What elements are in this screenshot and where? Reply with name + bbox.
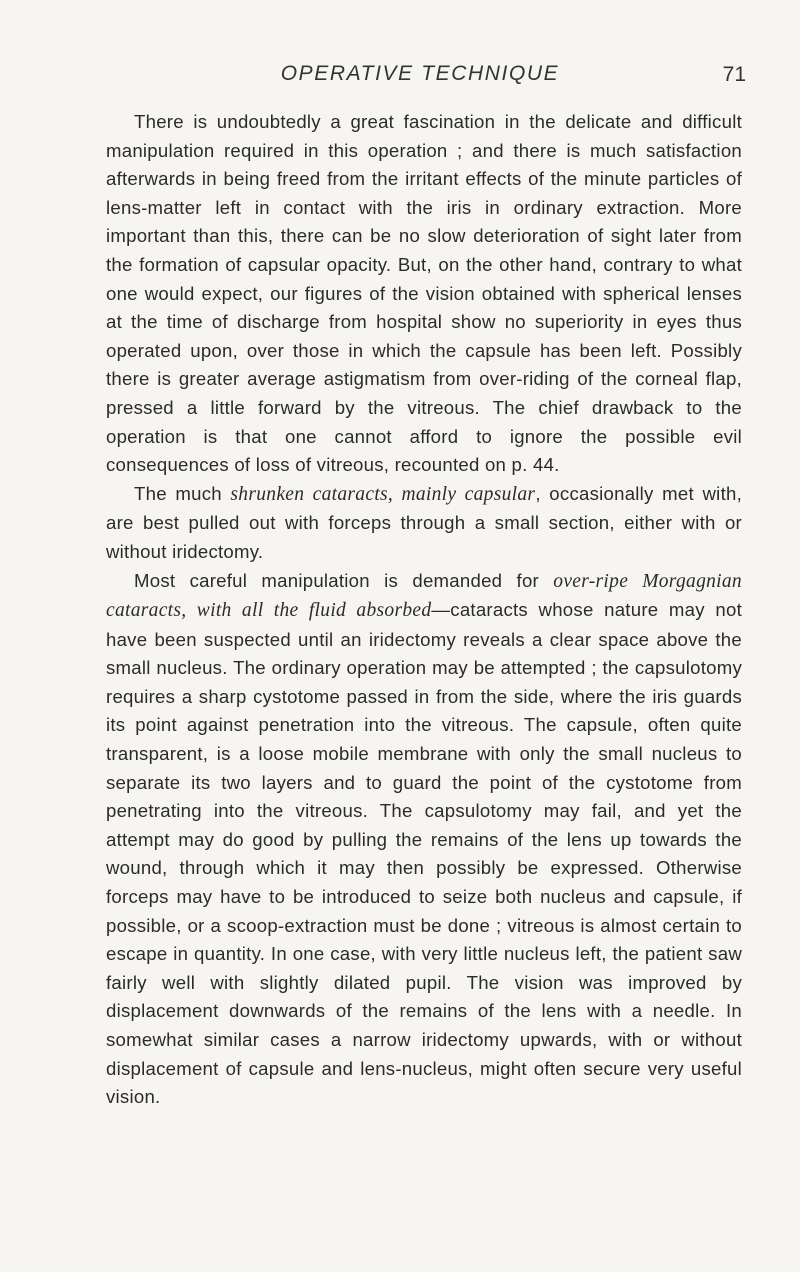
- paragraph-text: —cataracts whose nature may not have been suspected until an iridectomy reveals a clear space above the small nucleus. The ordinary operation may be attempted ; the capsulotomy requires a sharp cystotome passed in from the side, where the iris guards its point against penetration into the vitreous. The capsule, often quite transparent, is a loose mobile membrane with only the small nucleus to separate its two layers and to guard the point of the cystotome from penetrating into the vitreous. The capsulotomy may fail, and yet the attempt may do good by pulling the remains of the lens up towards the wound, through which it may then possibly be expressed. Otherwise forceps may have to be introduced to seize both nucleus and capsule, if possible, or a scoop-extraction must be done ; vitreous is almost certain to escape in quantity. In one case, with very little nucleus left, the patient saw fairly well with slightly dilated pupil. The vision was improved by displacement downwards of the remains of the lens with a needle. In somewhat similar cases a narrow iridectomy upwards, with or without displacement of capsule and lens-nucleus, might often secure very useful vision.: [106, 599, 742, 1108]
- italic-term: shrunken cataracts, mainly capsular: [230, 483, 536, 505]
- running-head: [110, 62, 746, 92]
- paragraph-text: , occasionally met with, are best pulled out with forceps through a small section, either with or without iridectomy.: [106, 482, 742, 562]
- paragraph-text: There is undoubtedly a great fascination in the delicate and difficult manipulation required in this operation ; and there is much satisfaction afterwards in being freed from the irritant effects of the minute particles of lens-matter left in contact with the iris in ordinary extraction. More important than this, there can be no slow deterioration of sight later from the formation of capsular opacity. But, on the other hand, contrary to what one would expect, our figures of the vision obtained with spherical lenses at the time of discharge from hospital show no superiority in eyes thus operated upon, over those in which the capsule has been left. Possibly there is greater average astigmatism from over-riding of the corneal flap, pressed a little forward by the vitreous. The chief drawback to the operation is that one cannot afford to ignore the possible evil consequences of loss of vitreous, recounted on p. 44.: [106, 111, 742, 476]
- paragraph: [106, 108, 742, 480]
- page-number: 71: [722, 63, 746, 86]
- paragraph: [106, 480, 742, 567]
- paragraph-text: The much: [134, 482, 231, 504]
- italic-term: over-ripe Morgagnian cataracts, with all the fluid absorbed: [106, 570, 742, 622]
- running-title: OPERATIVE TECHNIQUE: [280, 62, 560, 85]
- paragraph: [106, 567, 742, 1112]
- body-text: [106, 108, 742, 1112]
- paragraph-text: Most careful manipulation is demanded for: [134, 569, 554, 591]
